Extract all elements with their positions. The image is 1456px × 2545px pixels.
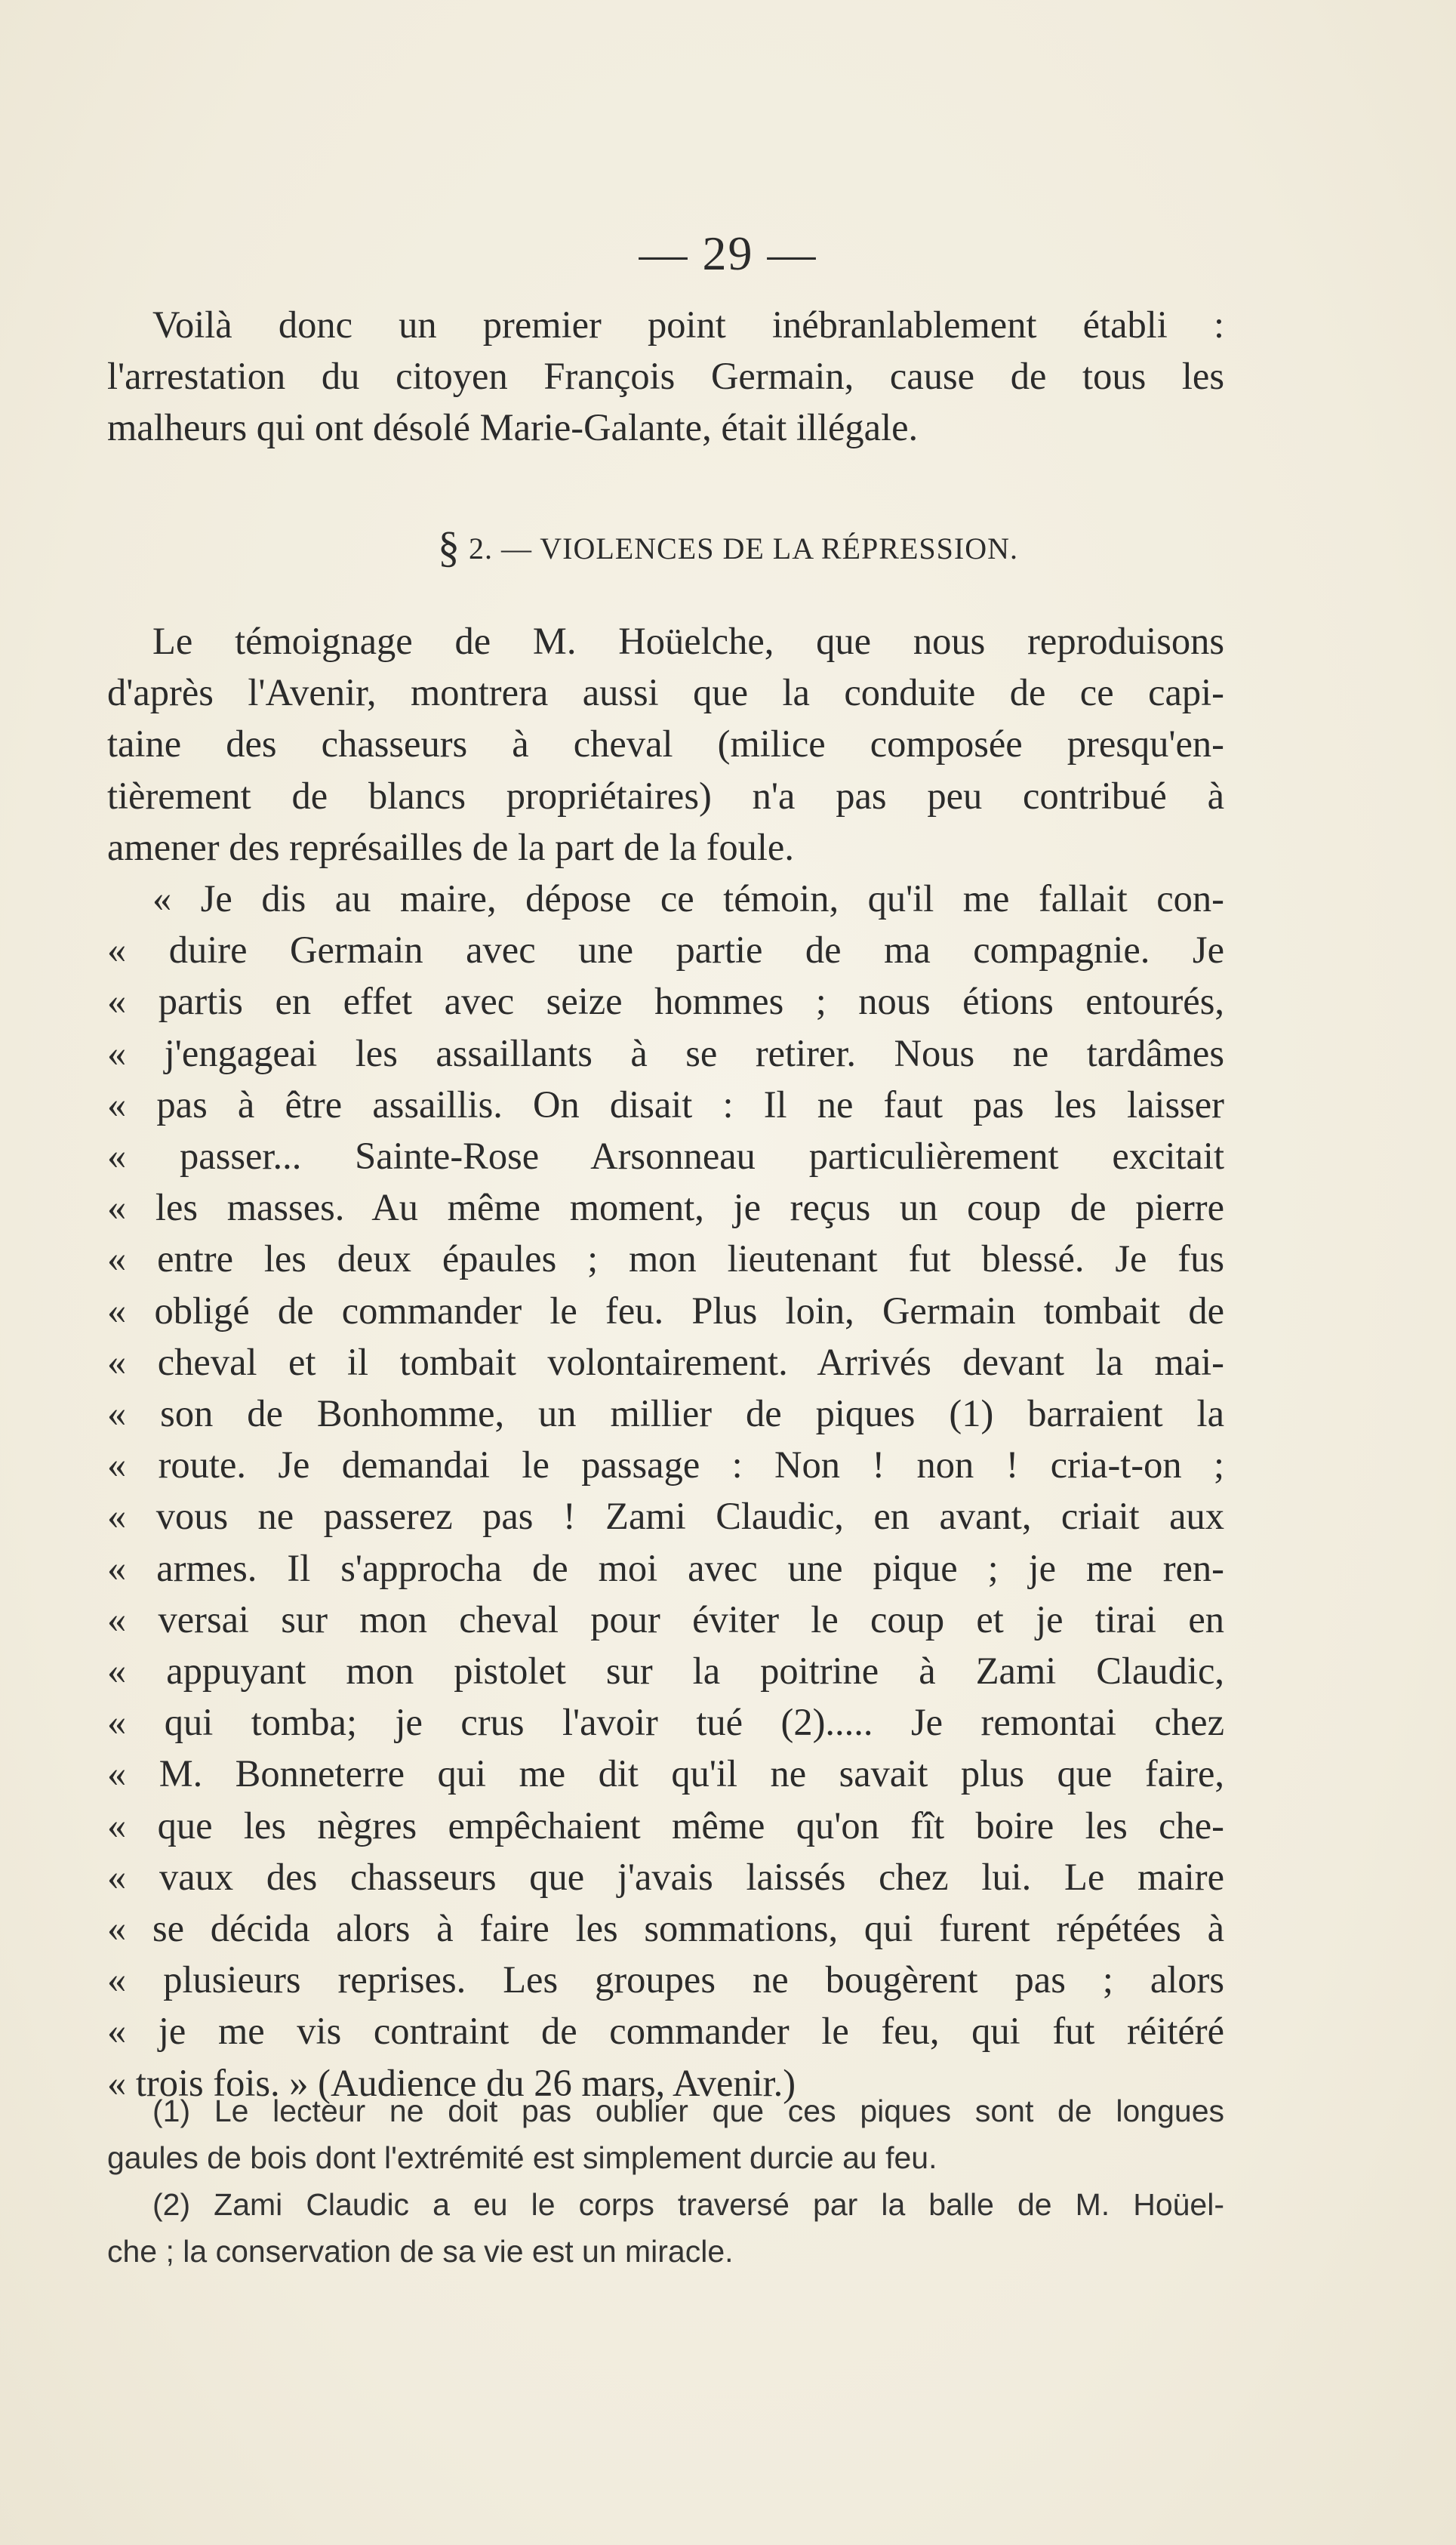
body-line: taine des chasseurs à cheval (milice composée presqu'en- bbox=[107, 723, 1224, 766]
footnote-line: gaules de bois dont l'extrémité est simplement durcie au feu. bbox=[107, 2140, 937, 2175]
footnotes bbox=[107, 2087, 1224, 2275]
testimony-paragraph bbox=[107, 873, 1224, 2109]
testimony-line: « je me vis contraint de commander le feu, qui fut réitéré bbox=[107, 2010, 1224, 2053]
footnote-line: che ; la conservation de sa vie est un miracle. bbox=[107, 2234, 734, 2269]
body-line: amener des représailles de la part de la foule. bbox=[107, 825, 794, 868]
testimony-line: « duire Germain avec une partie de ma compagnie. Je bbox=[107, 929, 1224, 972]
body-line: Le témoignage de M. Hoüelche, que nous reproduisons bbox=[152, 620, 1224, 662]
testimony-line: « vaux des chasseurs que j'avais laissés chez lui. Le maire bbox=[107, 1855, 1224, 1898]
section-heading bbox=[0, 521, 1456, 575]
testimony-line: « son de Bonhomme, un millier de piques (1) barraient la bbox=[107, 1392, 1224, 1435]
intro-line: l'arrestation du citoyen François Germain, cause de tous les bbox=[107, 355, 1224, 398]
testimony-line: « appuyant mon pistolet sur la poitrine à Zami Claudic, bbox=[107, 1650, 1224, 1693]
intro-paragraph bbox=[107, 299, 1224, 454]
section-number: 2. bbox=[469, 531, 493, 565]
intro-line: malheurs qui ont désolé Marie-Galante, était illégale. bbox=[107, 406, 919, 449]
testimony-line: « pas à être assaillis. On disait : Il ne faut pas les laisser bbox=[107, 1083, 1224, 1126]
section-symbol: § bbox=[438, 522, 460, 572]
testimony-line: « se décida alors à faire les sommations, qui furent répétées à bbox=[107, 1907, 1224, 1950]
testimony-line: « route. Je demandai le passage : Non ! non ! cria-t-on ; bbox=[107, 1444, 1224, 1487]
testimony-line: « les masses. Au même moment, je reçus un coup de pierre bbox=[107, 1186, 1224, 1229]
testimony-line: « passer... Sainte-Rose Arsonneau particulièrement excitait bbox=[107, 1135, 1224, 1178]
testimony-line: « partis en effet avec seize hommes ; nous étions entourés, bbox=[107, 980, 1224, 1023]
testimony-line: « plusieurs reprises. Les groupes ne bougèrent pas ; alors bbox=[107, 1958, 1224, 2001]
testimony-line: « entre les deux épaules ; mon lieutenant fut blessé. Je fus bbox=[107, 1237, 1224, 1280]
body-line: tièrement de blancs propriétaires) n'a pas peu contribué à bbox=[107, 774, 1224, 817]
testimony-line: « trois fois. » (Audience du 26 mars, Avenir.) bbox=[107, 2061, 796, 2104]
page-number: — 29 — bbox=[639, 226, 817, 280]
testimony-line: « versai sur mon cheval pour éviter le coup et je tirai en bbox=[107, 1598, 1224, 1641]
footnote-line: (2) Zami Claudic a eu le corps traversé par la balle de M. Hoüel- bbox=[152, 2187, 1224, 2222]
testimony-line: « armes. Il s'approcha de moi avec une pique ; je me ren- bbox=[107, 1546, 1224, 1589]
intro-line: Voilà donc un premier point inébranlablement établi : bbox=[152, 303, 1224, 346]
footnote-line: (1) Le lecteur ne doit pas oublier que ces piques sont de longues bbox=[152, 2094, 1224, 2128]
testimony-line: « vous ne passerez pas ! Zami Claudic, en avant, criait aux bbox=[107, 1495, 1224, 1538]
testimony-line: « qui tomba; je crus l'avoir tué (2)..... Je remontai chez bbox=[107, 1701, 1224, 1744]
section-title: — VIOLENCES DE LA RÉPRESSION. bbox=[501, 531, 1018, 565]
testimony-line: « obligé de commander le feu. Plus loin, Germain tombait de bbox=[107, 1289, 1224, 1332]
testimony-line: « Je dis au maire, dépose ce témoin, qu'il me fallait con- bbox=[152, 877, 1224, 920]
body-line: d'après l'Avenir, montrera aussi que la conduite de ce capi- bbox=[107, 671, 1224, 714]
testimony-line: « j'engageai les assaillants à se retirer. Nous ne tardâmes bbox=[107, 1031, 1224, 1074]
testimony-line: « que les nègres empêchaient même qu'on fît boire les che- bbox=[107, 1804, 1224, 1847]
body-paragraph-1 bbox=[107, 615, 1224, 873]
body-text bbox=[107, 615, 1224, 2109]
testimony-line: « M. Bonneterre qui me dit qu'il ne savait plus que faire, bbox=[107, 1752, 1224, 1795]
testimony-line: « cheval et il tombait volontairement. Arrivés devant la mai- bbox=[107, 1340, 1224, 1383]
